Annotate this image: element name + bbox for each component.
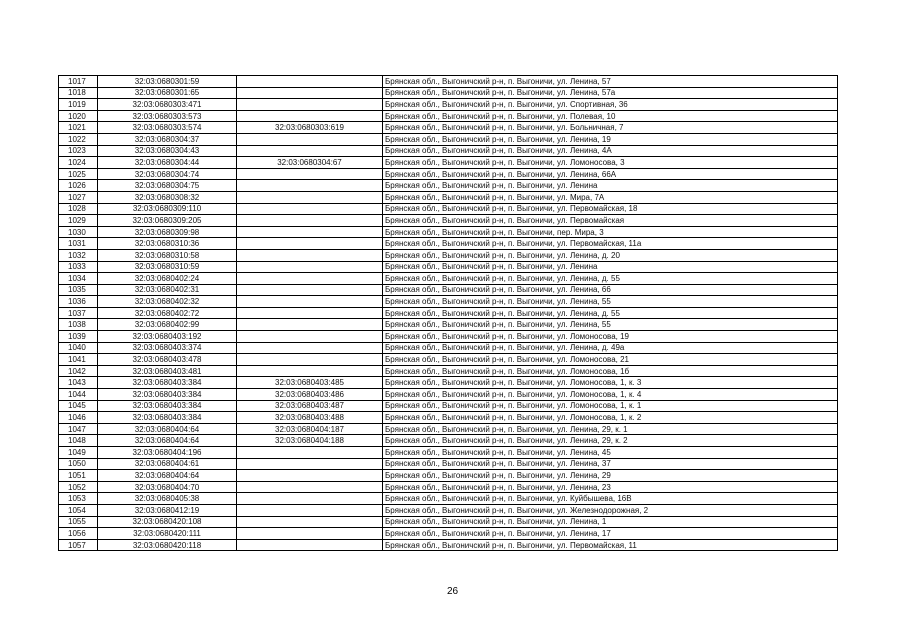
cadastral-number-cell: 32:03:0680403:374 — [98, 342, 237, 354]
cadastral-number-cell: 32:03:0680402:32 — [98, 296, 237, 308]
address-cell: Брянская обл., Выгоничский р-н, п. Выгоничи, ул. Ленина, 19 — [383, 133, 838, 145]
cadastral-number-cell: 32:03:0680404:70 — [98, 481, 237, 493]
related-cadastral-number-cell — [237, 504, 383, 516]
row-number-cell: 1049 — [59, 447, 98, 459]
address-cell: Брянская обл., Выгоничский р-н, п. Выгоничи, ул. Ленина, д. 55 — [383, 273, 838, 285]
address-cell: Брянская обл., Выгоничский р-н, п. Выгоничи, ул. Ленина, д. 49а — [383, 342, 838, 354]
cadastral-number-cell: 32:03:0680403:384 — [98, 389, 237, 401]
address-cell: Брянская обл., Выгоничский р-н, п. Выгоничи, ул. Ломоносова, 1, к. 4 — [383, 389, 838, 401]
related-cadastral-number-cell — [237, 342, 383, 354]
row-number-cell: 1025 — [59, 168, 98, 180]
address-cell: Брянская обл., Выгоничский р-н, п. Выгоничи, ул. Ломоносова, 1б — [383, 365, 838, 377]
cadastral-number-cell: 32:03:0680420:111 — [98, 528, 237, 540]
row-number-cell: 1029 — [59, 215, 98, 227]
address-cell: Брянская обл., Выгоничский р-н, п. Выгоничи, ул. Ленина, 57 — [383, 76, 838, 88]
row-number-cell: 1047 — [59, 423, 98, 435]
cadastral-number-cell: 32:03:0680304:44 — [98, 157, 237, 169]
table-row — [59, 342, 838, 354]
row-number-cell: 1042 — [59, 365, 98, 377]
row-number-cell: 1028 — [59, 203, 98, 215]
cadastral-number-cell: 32:03:0680301:59 — [98, 76, 237, 88]
address-cell: Брянская обл., Выгоничский р-н, п. Выгоничи, ул. Ленина, 1 — [383, 516, 838, 528]
address-cell: Брянская обл., Выгоничский р-н, п. Выгоничи, пер. Мира, 3 — [383, 226, 838, 238]
cadastral-number-cell: 32:03:0680301:65 — [98, 87, 237, 99]
cadastral-number-cell: 32:03:0680402:31 — [98, 284, 237, 296]
address-cell: Брянская обл., Выгоничский р-н, п. Выгоничи, ул. Ленина, 29, к. 1 — [383, 423, 838, 435]
cadastral-number-cell: 32:03:0680412:19 — [98, 504, 237, 516]
related-cadastral-number-cell — [237, 273, 383, 285]
related-cadastral-number-cell: 32:03:0680403:486 — [237, 389, 383, 401]
address-cell: Брянская обл., Выгоничский р-н, п. Выгоничи, ул. Ленина, 55 — [383, 319, 838, 331]
related-cadastral-number-cell — [237, 76, 383, 88]
table-row — [59, 528, 838, 540]
address-cell: Брянская обл., Выгоничский р-н, п. Выгоничи, ул. Первомайская, 11 — [383, 539, 838, 551]
related-cadastral-number-cell: 32:03:0680304:67 — [237, 157, 383, 169]
row-number-cell: 1055 — [59, 516, 98, 528]
table-row — [59, 389, 838, 401]
table-row — [59, 157, 838, 169]
address-cell: Брянская обл., Выгоничский р-н, п. Выгоничи, ул. Ленина, 17 — [383, 528, 838, 540]
row-number-cell: 1018 — [59, 87, 98, 99]
row-number-cell: 1043 — [59, 377, 98, 389]
cadastral-number-cell: 32:03:0680404:64 — [98, 470, 237, 482]
address-cell: Брянская обл., Выгоничский р-н, п. Выгоничи, ул. Ломоносова, 1, к. 2 — [383, 412, 838, 424]
address-cell: Брянская обл., Выгоничский р-н, п. Выгоничи, ул. Ленина, 66А — [383, 168, 838, 180]
row-number-cell: 1020 — [59, 110, 98, 122]
related-cadastral-number-cell — [237, 180, 383, 192]
related-cadastral-number-cell — [237, 354, 383, 366]
row-number-cell: 1034 — [59, 273, 98, 285]
row-number-cell: 1053 — [59, 493, 98, 505]
cadastral-number-cell: 32:03:0680304:43 — [98, 145, 237, 157]
table-row — [59, 493, 838, 505]
row-number-cell: 1032 — [59, 249, 98, 261]
row-number-cell: 1038 — [59, 319, 98, 331]
cadastral-number-cell: 32:03:0680404:64 — [98, 423, 237, 435]
address-cell: Брянская обл., Выгоничский р-н, п. Выгоничи, ул. Ленина, 45 — [383, 447, 838, 459]
related-cadastral-number-cell — [237, 516, 383, 528]
address-cell: Брянская обл., Выгоничский р-н, п. Выгоничи, ул. Ломоносова, 1, к. 1 — [383, 400, 838, 412]
address-cell: Брянская обл., Выгоничский р-н, п. Выгоничи, ул. Ломоносова, 19 — [383, 331, 838, 343]
row-number-cell: 1052 — [59, 481, 98, 493]
cadastral-number-cell: 32:03:0680405:38 — [98, 493, 237, 505]
cadastral-number-cell: 32:03:0680404:196 — [98, 447, 237, 459]
cadastral-number-cell: 32:03:0680310:59 — [98, 261, 237, 273]
row-number-cell: 1024 — [59, 157, 98, 169]
cadastral-number-cell: 32:03:0680420:108 — [98, 516, 237, 528]
table-row — [59, 87, 838, 99]
row-number-cell: 1033 — [59, 261, 98, 273]
row-number-cell: 1023 — [59, 145, 98, 157]
cadastral-number-cell: 32:03:0680404:64 — [98, 435, 237, 447]
address-cell: Брянская обл., Выгоничский р-н, п. Выгоничи, ул. Первомайская — [383, 215, 838, 227]
cadastral-number-cell: 32:03:0680403:384 — [98, 412, 237, 424]
related-cadastral-number-cell — [237, 215, 383, 227]
address-cell: Брянская обл., Выгоничский р-н, п. Выгоничи, ул. Ленина, 57а — [383, 87, 838, 99]
related-cadastral-number-cell — [237, 331, 383, 343]
row-number-cell: 1036 — [59, 296, 98, 308]
cadastral-number-cell: 32:03:0680403:384 — [98, 400, 237, 412]
cadastral-number-cell: 32:03:0680402:72 — [98, 307, 237, 319]
row-number-cell: 1037 — [59, 307, 98, 319]
row-number-cell: 1045 — [59, 400, 98, 412]
table-row — [59, 458, 838, 470]
related-cadastral-number-cell: 32:03:0680403:488 — [237, 412, 383, 424]
related-cadastral-number-cell — [237, 365, 383, 377]
related-cadastral-number-cell — [237, 249, 383, 261]
table-row — [59, 435, 838, 447]
property-table-body — [59, 76, 838, 551]
cadastral-number-cell: 32:03:0680309:110 — [98, 203, 237, 215]
cadastral-number-cell: 32:03:0680309:98 — [98, 226, 237, 238]
cadastral-number-cell: 32:03:0680304:75 — [98, 180, 237, 192]
related-cadastral-number-cell — [237, 539, 383, 551]
related-cadastral-number-cell — [237, 284, 383, 296]
related-cadastral-number-cell — [237, 99, 383, 111]
table-row — [59, 377, 838, 389]
related-cadastral-number-cell: 32:03:0680404:188 — [237, 435, 383, 447]
cadastral-number-cell: 32:03:0680420:118 — [98, 539, 237, 551]
table-row — [59, 447, 838, 459]
address-cell: Брянская обл., Выгоничский р-н, п. Выгоничи, ул. Ленина, 66 — [383, 284, 838, 296]
row-number-cell: 1019 — [59, 99, 98, 111]
address-cell: Брянская обл., Выгоничский р-н, п. Выгоничи, ул. Железнодорожная, 2 — [383, 504, 838, 516]
row-number-cell: 1057 — [59, 539, 98, 551]
related-cadastral-number-cell — [237, 447, 383, 459]
related-cadastral-number-cell — [237, 261, 383, 273]
cadastral-number-cell: 32:03:0680303:471 — [98, 99, 237, 111]
table-row — [59, 470, 838, 482]
related-cadastral-number-cell — [237, 145, 383, 157]
table-row — [59, 412, 838, 424]
row-number-cell: 1031 — [59, 238, 98, 250]
row-number-cell: 1030 — [59, 226, 98, 238]
related-cadastral-number-cell — [237, 168, 383, 180]
cadastral-number-cell: 32:03:0680303:574 — [98, 122, 237, 134]
table-row — [59, 238, 838, 250]
table-row — [59, 180, 838, 192]
row-number-cell: 1048 — [59, 435, 98, 447]
address-cell: Брянская обл., Выгоничский р-н, п. Выгоничи, ул. Ломоносова, 21 — [383, 354, 838, 366]
related-cadastral-number-cell — [237, 191, 383, 203]
address-cell: Брянская обл., Выгоничский р-н, п. Выгоничи, ул. Первомайская, 11а — [383, 238, 838, 250]
table-row — [59, 76, 838, 88]
table-row — [59, 284, 838, 296]
table-row — [59, 365, 838, 377]
table-row — [59, 261, 838, 273]
cadastral-number-cell: 32:03:0680310:36 — [98, 238, 237, 250]
row-number-cell: 1039 — [59, 331, 98, 343]
table-row — [59, 99, 838, 111]
table-row — [59, 273, 838, 285]
related-cadastral-number-cell: 32:03:0680303:619 — [237, 122, 383, 134]
related-cadastral-number-cell — [237, 87, 383, 99]
address-cell: Брянская обл., Выгоничский р-н, п. Выгоничи, ул. Ленина, 23 — [383, 481, 838, 493]
address-cell: Брянская обл., Выгоничский р-н, п. Выгоничи, ул. Мира, 7А — [383, 191, 838, 203]
row-number-cell: 1021 — [59, 122, 98, 134]
table-row — [59, 354, 838, 366]
row-number-cell: 1017 — [59, 76, 98, 88]
address-cell: Брянская обл., Выгоничский р-н, п. Выгоничи, ул. Ленина — [383, 180, 838, 192]
related-cadastral-number-cell — [237, 110, 383, 122]
row-number-cell: 1041 — [59, 354, 98, 366]
related-cadastral-number-cell — [237, 296, 383, 308]
cadastral-number-cell: 32:03:0680402:24 — [98, 273, 237, 285]
table-row — [59, 516, 838, 528]
table-row — [59, 215, 838, 227]
cadastral-number-cell: 32:03:0680309:205 — [98, 215, 237, 227]
table-row — [59, 191, 838, 203]
table-row — [59, 249, 838, 261]
table-row — [59, 400, 838, 412]
related-cadastral-number-cell — [237, 226, 383, 238]
cadastral-number-cell: 32:03:0680304:37 — [98, 133, 237, 145]
cadastral-number-cell: 32:03:0680308:32 — [98, 191, 237, 203]
related-cadastral-number-cell: 32:03:0680403:485 — [237, 377, 383, 389]
table-row — [59, 307, 838, 319]
related-cadastral-number-cell — [237, 470, 383, 482]
row-number-cell: 1046 — [59, 412, 98, 424]
address-cell: Брянская обл., Выгоничский р-н, п. Выгоничи, ул. Спортивная, 36 — [383, 99, 838, 111]
table-row — [59, 226, 838, 238]
related-cadastral-number-cell — [237, 133, 383, 145]
address-cell: Брянская обл., Выгоничский р-н, п. Выгоничи, ул. Ленина, 4А — [383, 145, 838, 157]
row-number-cell: 1050 — [59, 458, 98, 470]
related-cadastral-number-cell — [237, 528, 383, 540]
related-cadastral-number-cell — [237, 203, 383, 215]
table-row — [59, 504, 838, 516]
address-cell: Брянская обл., Выгоничский р-н, п. Выгоничи, ул. Ломоносова, 1, к. 3 — [383, 377, 838, 389]
address-cell: Брянская обл., Выгоничский р-н, п. Выгоничи, ул. Ленина — [383, 261, 838, 273]
address-cell: Брянская обл., Выгоничский р-н, п. Выгоничи, ул. Ленина, д. 20 — [383, 249, 838, 261]
cadastral-number-cell: 32:03:0680403:478 — [98, 354, 237, 366]
address-cell: Брянская обл., Выгоничский р-н, п. Выгоничи, ул. Ломоносова, 3 — [383, 157, 838, 169]
cadastral-number-cell: 32:03:0680402:99 — [98, 319, 237, 331]
table-row — [59, 296, 838, 308]
row-number-cell: 1044 — [59, 389, 98, 401]
table-row — [59, 203, 838, 215]
address-cell: Брянская обл., Выгоничский р-н, п. Выгоничи, ул. Куйбышева, 16В — [383, 493, 838, 505]
cadastral-number-cell: 32:03:0680404:61 — [98, 458, 237, 470]
address-cell: Брянская обл., Выгоничский р-н, п. Выгоничи, ул. Ленина, 29, к. 2 — [383, 435, 838, 447]
row-number-cell: 1035 — [59, 284, 98, 296]
related-cadastral-number-cell — [237, 238, 383, 250]
cadastral-number-cell: 32:03:0680303:573 — [98, 110, 237, 122]
cadastral-number-cell: 32:03:0680304:74 — [98, 168, 237, 180]
cadastral-number-cell: 32:03:0680403:384 — [98, 377, 237, 389]
cadastral-number-cell: 32:03:0680310:58 — [98, 249, 237, 261]
address-cell: Брянская обл., Выгоничский р-н, п. Выгоничи, ул. Ленина, д. 55 — [383, 307, 838, 319]
row-number-cell: 1040 — [59, 342, 98, 354]
cadastral-number-cell: 32:03:0680403:192 — [98, 331, 237, 343]
table-row — [59, 539, 838, 551]
related-cadastral-number-cell: 32:03:0680404:187 — [237, 423, 383, 435]
related-cadastral-number-cell: 32:03:0680403:487 — [237, 400, 383, 412]
table-row — [59, 319, 838, 331]
address-cell: Брянская обл., Выгоничский р-н, п. Выгоничи, ул. Ленина, 37 — [383, 458, 838, 470]
row-number-cell: 1027 — [59, 191, 98, 203]
row-number-cell: 1022 — [59, 133, 98, 145]
table-row — [59, 133, 838, 145]
address-cell: Брянская обл., Выгоничский р-н, п. Выгоничи, ул. Первомайская, 18 — [383, 203, 838, 215]
cadastral-number-cell: 32:03:0680403:481 — [98, 365, 237, 377]
table-row — [59, 145, 838, 157]
property-table — [58, 75, 838, 551]
related-cadastral-number-cell — [237, 319, 383, 331]
related-cadastral-number-cell — [237, 458, 383, 470]
related-cadastral-number-cell — [237, 307, 383, 319]
row-number-cell: 1056 — [59, 528, 98, 540]
page-number: 26 — [446, 586, 459, 597]
table-row — [59, 168, 838, 180]
table-row — [59, 122, 838, 134]
table-row — [59, 423, 838, 435]
table-row — [59, 110, 838, 122]
address-cell: Брянская обл., Выгоничский р-н, п. Выгоничи, ул. Больничная, 7 — [383, 122, 838, 134]
address-cell: Брянская обл., Выгоничский р-н, п. Выгоничи, ул. Ленина, 55 — [383, 296, 838, 308]
address-cell: Брянская обл., Выгоничский р-н, п. Выгоничи, ул. Ленина, 29 — [383, 470, 838, 482]
related-cadastral-number-cell — [237, 493, 383, 505]
row-number-cell: 1054 — [59, 504, 98, 516]
related-cadastral-number-cell — [237, 481, 383, 493]
address-cell: Брянская обл., Выгоничский р-н, п. Выгоничи, ул. Полевая, 10 — [383, 110, 838, 122]
table-row — [59, 331, 838, 343]
row-number-cell: 1051 — [59, 470, 98, 482]
table-row — [59, 481, 838, 493]
row-number-cell: 1026 — [59, 180, 98, 192]
